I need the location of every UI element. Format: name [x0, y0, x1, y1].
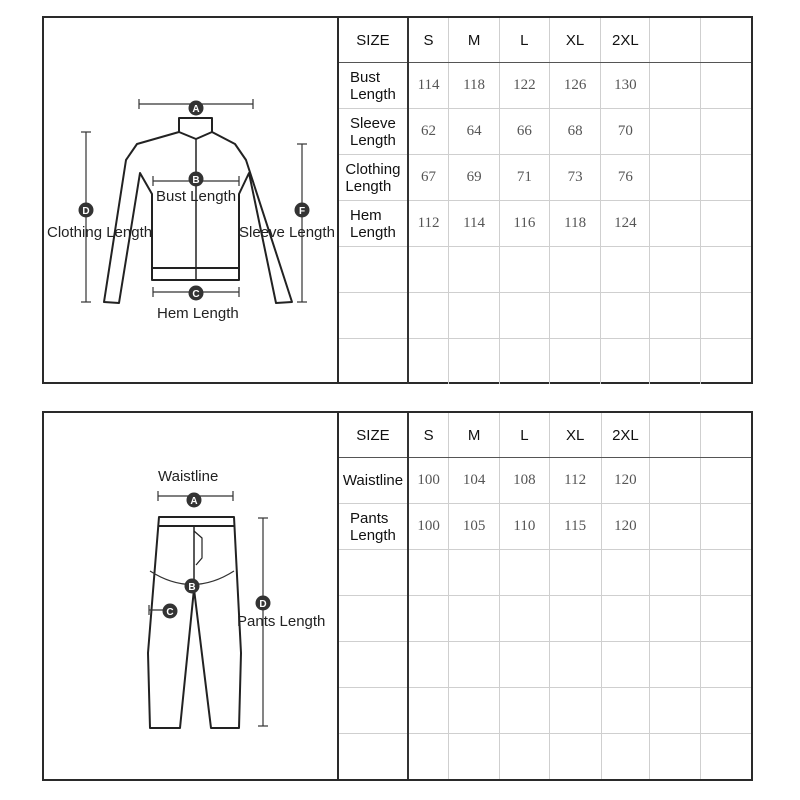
size-value-cell [601, 247, 650, 293]
row-label-cell [339, 688, 408, 734]
row-label-cell [339, 155, 408, 201]
size-value-cell [449, 339, 500, 385]
row-label [350, 207, 396, 241]
size-header-cell: M [449, 413, 500, 458]
size-value-cell [500, 642, 550, 688]
size-value-cell: 124 [601, 201, 650, 247]
row-label-line: Bust [349, 68, 380, 86]
row-label-line: Length [349, 223, 396, 241]
size-header-cell: XL [549, 413, 601, 458]
size-value-cell [700, 109, 751, 155]
row-label [350, 69, 396, 103]
pants-size-table [339, 413, 751, 779]
size-value-cell [549, 550, 601, 596]
size-value-cell [650, 504, 701, 550]
row-label-line: Length [350, 526, 396, 544]
size-value-cell [449, 293, 500, 339]
size-value-cell [650, 642, 701, 688]
size-header-cell [700, 413, 751, 458]
row-label [343, 472, 403, 489]
size-value-cell [408, 550, 449, 596]
size-value-cell [549, 688, 601, 734]
jacket-outline [104, 118, 292, 303]
size-value-cell [601, 293, 650, 339]
marker-circles [163, 493, 271, 619]
size-value-cell [700, 63, 751, 109]
size-header-row [339, 413, 751, 458]
size-header-label: SIZE [339, 413, 408, 458]
size-header-cell: S [408, 18, 449, 63]
jacket-size-panel [42, 16, 753, 384]
row-label-line: Waistline [342, 472, 404, 489]
size-value-cell: 120 [601, 458, 650, 504]
size-value-cell: 112 [408, 201, 449, 247]
size-value-cell: 112 [549, 458, 601, 504]
size-value-cell [549, 734, 601, 780]
pants-outline [148, 517, 241, 728]
size-value-cell [408, 247, 449, 293]
size-value-cell [700, 642, 751, 688]
size-value-cell [449, 688, 500, 734]
pants-illustration [44, 413, 339, 779]
bust-length-label: Bust Length [156, 188, 237, 205]
size-value-cell [408, 688, 449, 734]
size-value-cell [650, 293, 701, 339]
row-label-cell [339, 596, 408, 642]
size-value-cell: 70 [601, 109, 650, 155]
size-value-cell [601, 688, 650, 734]
size-value-cell [650, 688, 701, 734]
row-label [345, 161, 400, 195]
size-value-cell [601, 339, 650, 385]
size-header-cell: L [500, 413, 550, 458]
size-value-cell: 108 [500, 458, 550, 504]
size-value-cell: 104 [449, 458, 500, 504]
size-value-cell: 114 [408, 63, 449, 109]
size-value-cell [700, 293, 751, 339]
size-value-cell [700, 247, 751, 293]
size-header-label: SIZE [339, 18, 408, 63]
jacket-size-table [339, 18, 751, 384]
size-value-cell [650, 201, 701, 247]
size-value-cell: 67 [408, 155, 449, 201]
size-value-cell [700, 734, 751, 780]
size-value-cell [449, 596, 500, 642]
size-value-cell [449, 734, 500, 780]
size-value-cell: 126 [549, 63, 601, 109]
row-label-cell [339, 734, 408, 780]
size-value-cell [499, 247, 549, 293]
table-row [339, 458, 751, 504]
size-header-cell [700, 18, 751, 63]
size-value-cell: 100 [408, 458, 449, 504]
size-header-cell: M [449, 18, 500, 63]
size-value-cell: 71 [499, 155, 549, 201]
marker-f: F [298, 206, 306, 217]
size-header-row [339, 18, 751, 63]
size-value-cell [408, 734, 449, 780]
size-value-cell [549, 596, 601, 642]
size-value-cell: 110 [500, 504, 550, 550]
table-row [339, 734, 751, 780]
size-value-cell: 62 [408, 109, 449, 155]
size-value-cell: 120 [601, 504, 650, 550]
size-value-cell [500, 688, 550, 734]
size-header-cell: XL [549, 18, 601, 63]
size-value-cell [499, 293, 549, 339]
table-row [339, 63, 751, 109]
size-value-cell [549, 293, 601, 339]
size-value-cell [449, 550, 500, 596]
size-value-cell [549, 247, 601, 293]
size-value-cell [601, 550, 650, 596]
table-row [339, 201, 751, 247]
size-header-cell [650, 413, 701, 458]
size-value-cell [650, 458, 701, 504]
row-label-line: Pants [350, 509, 389, 527]
size-value-cell [499, 339, 549, 385]
row-label-cell [339, 504, 408, 550]
size-value-cell [449, 247, 500, 293]
pants-size-panel [42, 411, 753, 781]
row-label-cell [339, 293, 408, 339]
row-label-line: Clothing [345, 160, 401, 178]
hem-length-label: Hem Length [157, 305, 239, 322]
table-row [339, 339, 751, 385]
row-label-cell [339, 458, 408, 504]
row-label-cell [339, 201, 408, 247]
row-label [350, 510, 396, 544]
size-value-cell [549, 642, 601, 688]
size-header-cell: L [499, 18, 549, 63]
size-value-cell [408, 293, 449, 339]
size-value-cell [650, 247, 701, 293]
size-value-cell: 122 [499, 63, 549, 109]
sleeve-length-label: Sleeve Length [239, 224, 335, 241]
row-label-line: Length [345, 177, 392, 195]
size-value-cell [601, 642, 650, 688]
row-label-cell [339, 247, 408, 293]
size-value-cell: 115 [549, 504, 601, 550]
size-value-cell: 100 [408, 504, 449, 550]
marker-d: D [259, 599, 267, 610]
row-label-line: Hem [349, 206, 382, 224]
table-row [339, 155, 751, 201]
size-value-cell [650, 734, 701, 780]
table-row [339, 688, 751, 734]
size-header-cell: 2XL [601, 413, 650, 458]
table-row [339, 293, 751, 339]
size-value-cell: 118 [549, 201, 601, 247]
size-value-cell [449, 642, 500, 688]
size-value-cell [700, 596, 751, 642]
size-value-cell: 64 [449, 109, 500, 155]
marker-c: C [166, 607, 174, 618]
size-value-cell: 114 [449, 201, 500, 247]
size-value-cell [500, 550, 550, 596]
marker-c: C [192, 289, 200, 300]
row-label-cell [339, 109, 408, 155]
marker-b: B [188, 582, 196, 593]
size-value-cell [408, 339, 449, 385]
size-value-cell: 130 [601, 63, 650, 109]
marker-a: A [190, 496, 198, 507]
size-value-cell [700, 201, 751, 247]
row-label-line: Length [349, 85, 396, 103]
size-value-cell [500, 734, 550, 780]
table-row [339, 596, 751, 642]
size-value-cell [650, 550, 701, 596]
marker-a: A [192, 104, 200, 115]
jacket-illustration [44, 18, 339, 382]
size-header-cell: 2XL [601, 18, 650, 63]
size-value-cell: 105 [449, 504, 500, 550]
clothing-length-label: Clothing Length [47, 224, 153, 241]
size-header-cell [650, 18, 701, 63]
size-value-cell [700, 688, 751, 734]
size-value-cell [700, 339, 751, 385]
size-value-cell [408, 642, 449, 688]
size-value-cell: 69 [449, 155, 500, 201]
row-label [350, 115, 396, 149]
table-row [339, 550, 751, 596]
row-label-cell [339, 550, 408, 596]
size-value-cell [500, 596, 550, 642]
row-label-cell [339, 642, 408, 688]
row-label-cell [339, 63, 408, 109]
table-row [339, 642, 751, 688]
marker-b: B [192, 175, 200, 186]
size-value-cell: 76 [601, 155, 650, 201]
size-value-cell [700, 504, 751, 550]
row-label-cell [339, 339, 408, 385]
size-value-cell [650, 339, 701, 385]
table-row [339, 504, 751, 550]
size-value-cell [700, 155, 751, 201]
size-value-cell [408, 596, 449, 642]
size-value-cell [650, 109, 701, 155]
size-value-cell [601, 596, 650, 642]
table-row [339, 109, 751, 155]
size-value-cell: 118 [449, 63, 500, 109]
size-value-cell [700, 458, 751, 504]
size-value-cell [700, 550, 751, 596]
size-value-cell: 73 [549, 155, 601, 201]
size-header-cell: S [408, 413, 449, 458]
row-label-line: Length [349, 131, 396, 149]
size-value-cell [601, 734, 650, 780]
size-value-cell: 68 [549, 109, 601, 155]
size-value-cell [650, 596, 701, 642]
pants-length-label: Pants Length [237, 613, 326, 630]
size-value-cell [549, 339, 601, 385]
size-value-cell: 116 [499, 201, 549, 247]
table-row [339, 247, 751, 293]
size-value-cell [650, 155, 701, 201]
size-value-cell: 66 [499, 109, 549, 155]
waistline-label: Waistline [158, 468, 219, 485]
size-value-cell [650, 63, 701, 109]
marker-d: D [82, 206, 90, 217]
row-label-line: Sleeve [349, 114, 396, 132]
